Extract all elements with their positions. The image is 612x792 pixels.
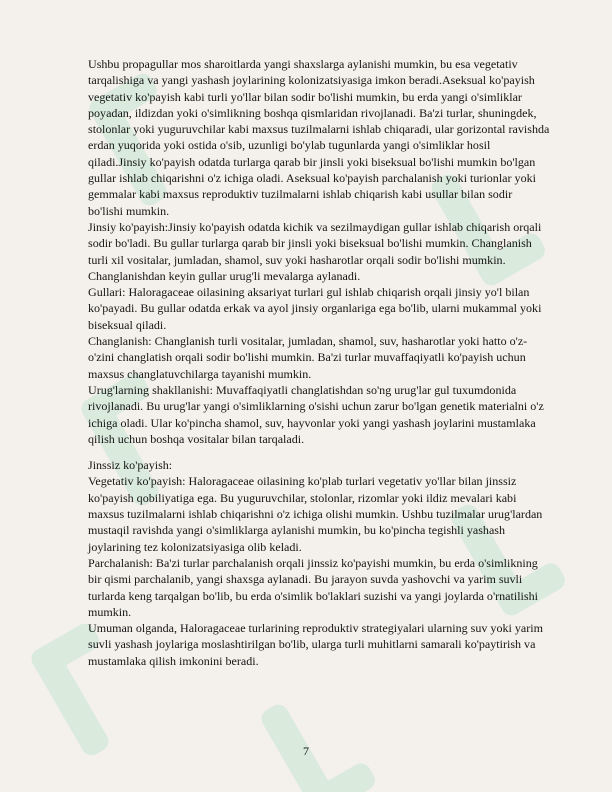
paragraph-vegetative-intro: Ushbu propagullar mos sharoitlarda yangi shaxslarga aylanishi mumkin, bu esa vegetativ tarqalishiga va yangi yashash joylarining kolonizatsiyasiga imkon beradi.Aseksual ko'payish vegetativ ko'payish kabi turli yo'llar bilan sodir bo'lishi mumkin, bu erda yangi o'simliklar poyadan, ildizdan yoki o'simlikning boshqa qismlaridan rivojlanadi. Ba'zi turlar, shuningdek, stolonlar yoki yuguruvchilar kabi maxsus tuzilmalarni ishlab chiqaradi, ular gorizontal ravishda erdan yuqorida yoki ostida o'sib, uzunligi bo'ylab tugunlarda yangi o'simliklar hosil qiladi.Jinsiy ko'payish odatda turlarga qarab bir jinsli yoki biseksual bo'lishi mumkin bo'lgan gullar ishlab chiqarishni o'z ichiga oladi. Aseksual ko'payish parchalanish yoki turionlar yoki gemmalar kabi maxsus reproduktiv tuzilmalarni ishlab chiqarish kabi usullar bilan sodir bo'lishi mumkin. bbox=[88, 57, 550, 218]
paragraph-conclusion: Umuman olganda, Haloragaceae turlarining reproduktiv strategiyalari ularning suv yoki yarim suvli yashash joylariga moslashtirilgan bo'lib, ularga turli muhitlarni samarali ko'paytirish va mustamlaka qilish imkonini beradi. bbox=[88, 621, 543, 668]
paragraph-fragmentation: Parchalanish: Ba'zi turlar parchalanish orqali jinssiz ko'payishi mumkin, bu erda o'simlikning bir qismi parchalanib, yangi shaxsga aylanadi. Bu jarayon suvda yashovchi va yarim suvli turlarda keng tarqalgan bo'lib, bu erda o'simlik bo'laklari suzishi va yangi joylarda o'rnatilishi mumkin. bbox=[88, 555, 538, 619]
page-number: 7 bbox=[303, 744, 309, 758]
paragraph-seed-formation: Urug'larning shakllanishi: Muvaffaqiyatli changlatishdan so'ng urug'lar gul tuxumdonida rivojlanadi. Bu urug'lar yangi o'simliklarning o'sishi uchun zarur bo'lgan genetik materialni o'z ichiga oladi. Ular ko'pincha shamol, suv, hayvonlar yoki yangi yashash joylarini mustamlaka qilish uchun boshqa vositalar bilan tarqaladi. bbox=[88, 382, 544, 446]
paragraph-sexual-reproduction: Jinsiy ko'payish:Jinsiy ko'payish odatda kichik va sezilmaydigan gullar ishlab chiqarish orqali sodir bo'ladi. Bu gullar turlarga qarab bir jinsli yoki biseksual bo'lishi mumkin. Changlanish turli xil vositalar, jumladan, shamol, suv yoki hasharotlar orqali sodir bo'lishi mumkin. Changlanishdan keyin gullar urug'li mevalarga aylanadi. bbox=[88, 219, 542, 283]
paragraph-flowers: Gullari: Haloragaceae oilasining aksariyat turlari gul ishlab chiqarish orqali jinsiy yo'l bilan ko'payadi. Bu gullar odatda erkak va ayol jinsiy organlariga ega bo'lib, ularni mukammal yoki biseksual qiladi. bbox=[88, 285, 542, 332]
body-text bbox=[88, 56, 550, 669]
section-heading-asexual: Jinssiz ko'payish: bbox=[88, 458, 173, 473]
paragraph-pollination: Changlanish: Changlanish turli vositalar, jumladan, shamol, suv, hasharotlar yoki hatto o'z-o'zini changlatish orqali sodir bo'lishi mumkin. Ba'zi turlar muvaffaqiyatli ko'payish uchun maxsus changlatuvchilarga tayanishi mumkin. bbox=[88, 334, 528, 381]
paragraph-vegetative-reproduction: Vegetativ ko'payish: Haloragaceae oilasining ko'plab turlari vegetativ yo'llar bilan jinssiz ko'payish qobiliyatiga ega. Bu yuguruvchilar, stolonlar, rizomlar yoki ildiz mevalari kabi maxsus tuzilmalarni ishlab chiqarishni o'z ichiga olishi mumkin. Ushbu tuzilmalar urug'lardan mustaqil ravishda yangi o'simliklarga aylanishi mumkin, bu ko'pincha tegishli yashash joylarining tez kolonizatsiyasiga olib keladi. bbox=[88, 474, 543, 554]
